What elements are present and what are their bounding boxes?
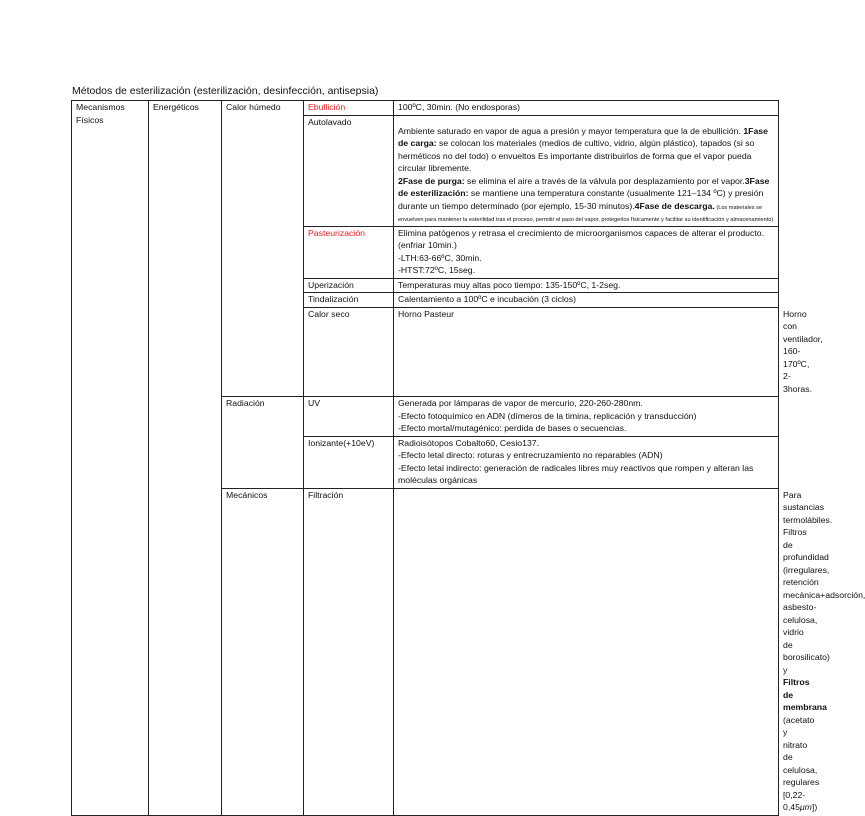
- autolavado-fase3-label: 3Fase de esterilización:: [398, 175, 770, 198]
- uv-line1: Generada por lámparas de vapor de mercurio, 220-260-280nm.: [398, 398, 643, 408]
- filtracion-membrana: Filtros de membrana: [783, 677, 827, 712]
- table-row: Calor seco Horno Pasteur Horno con ventilador, 160-170ºC, 2-3horas.: [72, 307, 779, 397]
- method-uperizacion: Uperización: [304, 278, 394, 293]
- pasteurizacion-line3: -HTST:72ºC, 15seg.: [398, 265, 476, 275]
- autolavado-fase2-label: 2Fase de purga:: [398, 175, 465, 186]
- cell-energeticos: Energéticos: [149, 101, 222, 816]
- uv-line2: -Efecto fotoquímico en ADN (dímeros de la timina, replicación y transducción): [398, 410, 697, 421]
- autolavado-intro: Ambiente saturado en vapor de agua a presión y mayor temperatura que la de ebullición.: [398, 125, 744, 136]
- autolavado-fase1-text: se colocan los materiales (medios de cultivo, vidrio, algún plástico), tapados (si so herméticos no del todo) o envueltos Es importante distribuirlos de forma que el vapor pueda circular libremente.: [398, 138, 755, 173]
- method-ionizante: Ionizante(+10eV): [304, 436, 394, 488]
- method-pasteurizacion: Pasteurización: [304, 226, 394, 278]
- cell-mecanicos: Mecánicos: [222, 488, 304, 815]
- pasteurizacion-line1: Elimina patógenos y retrasa el crecimiento de microorganismos capaces de alterar el producto. (enfriar 10min.): [398, 227, 765, 250]
- method-horno-pasteur: Horno Pasteur: [394, 307, 779, 397]
- method-tindalizacion: Tindalización: [304, 293, 394, 308]
- method-autolavado: Autolavado: [304, 115, 394, 226]
- autolavado-fase4-label: 4Fase de descarga.: [634, 200, 715, 211]
- cell-radiacion: Radiación: [222, 397, 304, 489]
- desc-pasteurizacion: [394, 226, 779, 278]
- filtracion-text3: ]): [811, 802, 818, 812]
- cell-calor-seco: Calor seco: [304, 307, 394, 397]
- pasteurizacion-line2: -LTH:63-66ºC, 30min.: [398, 252, 482, 263]
- ionizante-line3: -Efecto letal indirecto: generación de radicales libres muy reactivos que rompen y alteran las moléculas orgánicas: [398, 462, 754, 485]
- filtracion-text2: (acetato y nitrato de celulosa, regulares [0,22-0,45: [783, 714, 820, 812]
- desc-autolavado: [394, 115, 779, 226]
- cell-filtracion-empty: [394, 488, 779, 815]
- uv-line3: -Efecto mortal/mutagénico: perdida de bases o secuencias.: [398, 423, 627, 433]
- autolavado-fase1-label: 1Fase de carga:: [398, 125, 768, 148]
- cell-calor-humedo: Calor húmedo: [222, 101, 304, 397]
- filtracion-text1: Para sustancias termolábiles. Filtros de profundidad (irregulares, retención mecánica+adsorción, asbesto-celulosa, vidrio de borosilicato) y: [783, 489, 865, 675]
- desc-uv: [394, 397, 779, 437]
- ionizante-line2: -Efecto letal directo: roturas y entrecruzamiento no reparables (ADN): [398, 450, 663, 460]
- ionizante-line1: Radioisótopos Cobalto60, Cesio137.: [398, 437, 540, 448]
- desc-uperizacion: Temperaturas muy altas poco tiempo: 135-150ºC, 1-2seg.: [394, 278, 779, 293]
- desc-tindalizacion: Calentamiento a 100ºC e incubación (3 ciclos): [394, 293, 779, 308]
- sterilization-table: [71, 100, 865, 816]
- cell-mecanismos-fisicos: Mecanismos Físicos: [72, 101, 149, 816]
- method-ebullicion: Ebullición: [304, 101, 394, 116]
- table-row: [72, 101, 779, 116]
- cell-filtracion: Filtración: [304, 488, 394, 815]
- desc-ionizante: [394, 436, 779, 488]
- autolavado-fase3-text: se mantiene una temperatura constante (usualmente 121–134 ºC) y presión durante un tiempo determinado (por ejemplo, 15-30 minutos).: [398, 188, 764, 211]
- page-title: Métodos de esterilización (esterilización, desinfección, antisepsia): [72, 85, 379, 97]
- autolavado-fase4-text: (Los materiales se envuelven para mantener la esterilidad tras el proceso, permitir el paso del vapor, protegerlos físicamente y facilitar su identificación y almacenamiento): [398, 204, 774, 223]
- filtracion-mu: μm: [799, 802, 812, 812]
- autolavado-fase2-text: se elimina el aire a través de la válvula por desplazamiento por el vapor.: [464, 175, 745, 186]
- method-uv: UV: [304, 397, 394, 437]
- desc-ebullicion: 100ºC, 30min. (No endosporas): [394, 101, 779, 116]
